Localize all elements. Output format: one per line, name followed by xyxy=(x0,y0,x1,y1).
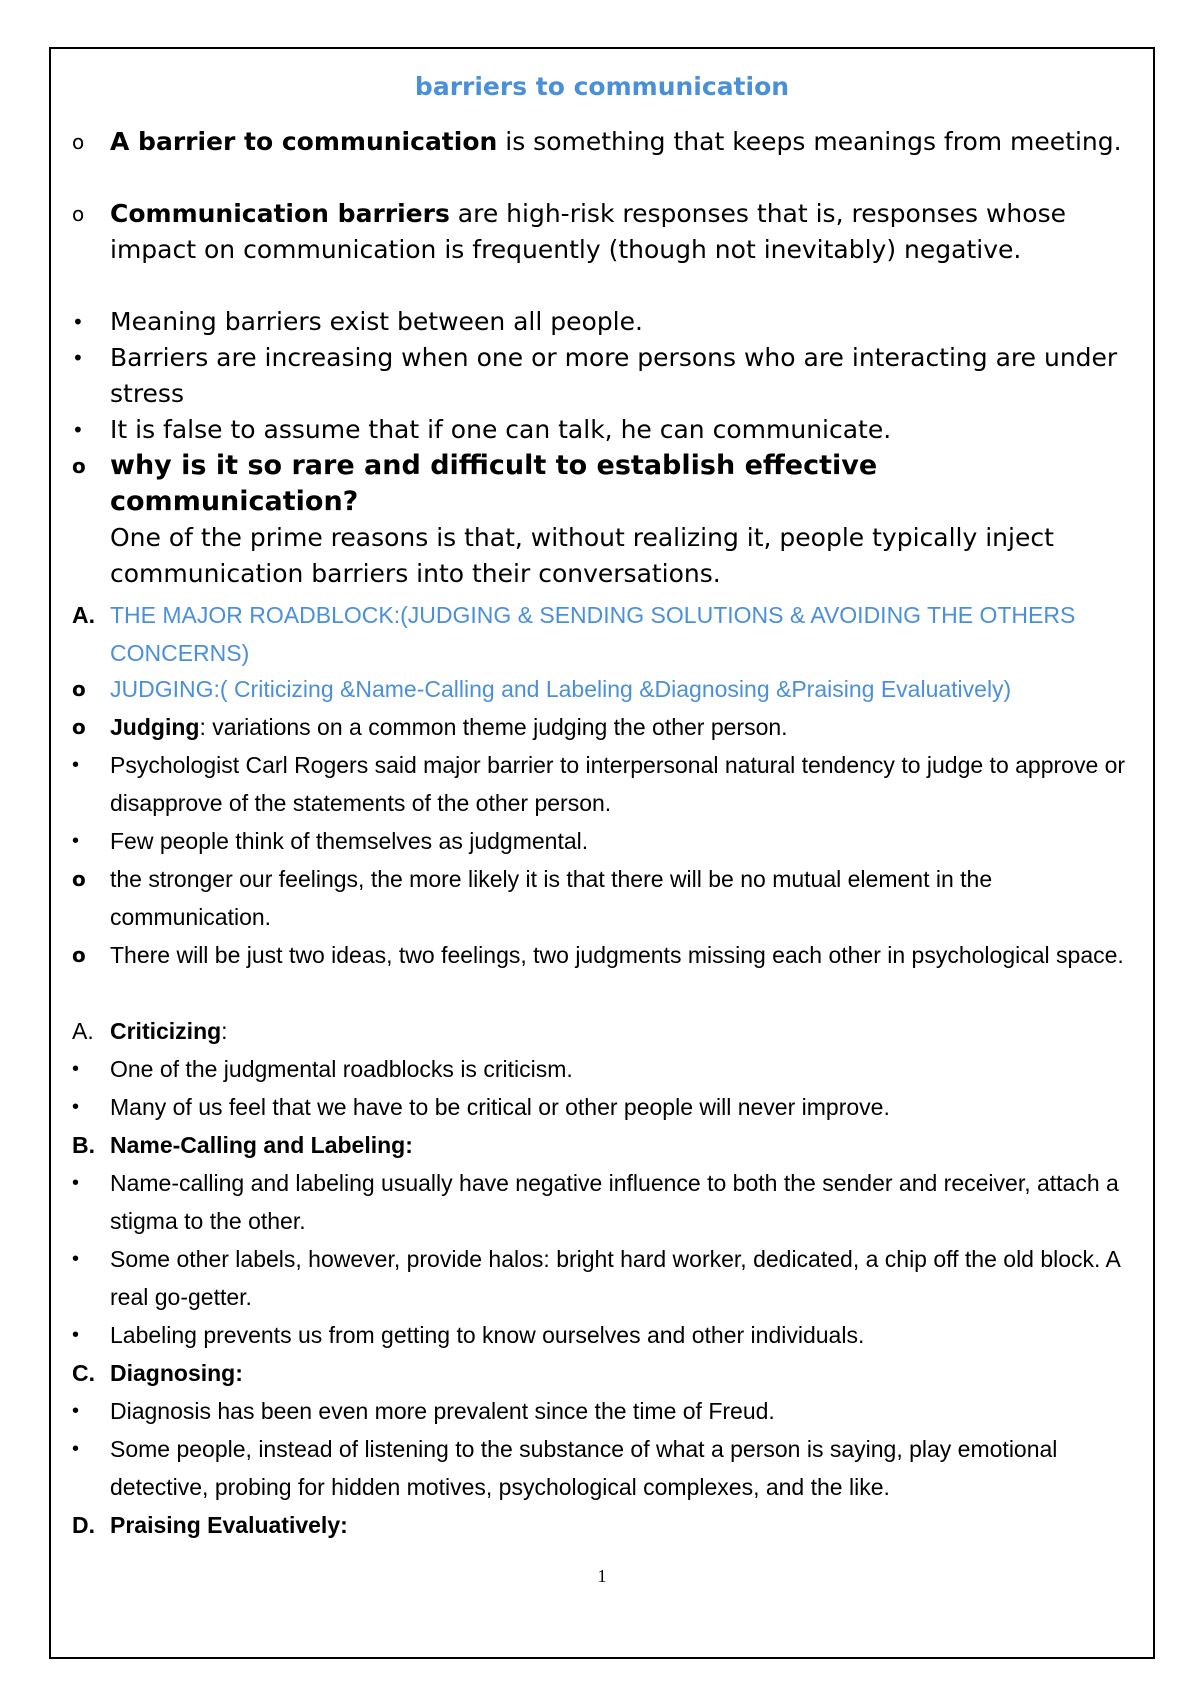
bullet-icon: • xyxy=(72,346,84,370)
bullet-icon: • xyxy=(72,754,80,776)
list-marker: o xyxy=(72,130,85,154)
list-marker: o xyxy=(72,677,86,701)
bullet-icon: • xyxy=(72,1400,80,1422)
bullet-icon: • xyxy=(72,1324,80,1346)
bullet-icon: • xyxy=(72,310,84,334)
bullet-icon: • xyxy=(72,830,80,852)
bullet-icon: • xyxy=(72,1172,80,1194)
section-marker: B. xyxy=(72,1132,95,1158)
question-heading: why is it so rare and difficult to establish effective communication? xyxy=(110,450,878,517)
list-marker: o xyxy=(72,867,86,891)
list-marker: o xyxy=(72,715,86,739)
term: Communication barriers xyxy=(110,199,450,228)
section-marker: D. xyxy=(72,1512,95,1538)
bullet-icon: • xyxy=(72,1096,80,1118)
section-marker: C. xyxy=(72,1360,95,1386)
bullet-icon: • xyxy=(72,1058,80,1080)
bullet-icon: • xyxy=(72,1438,80,1460)
term: Judging xyxy=(110,714,200,740)
term: A barrier to communication xyxy=(110,127,498,156)
list-marker: o xyxy=(72,943,86,967)
list-marker: o xyxy=(72,202,85,226)
page-number: 1 xyxy=(597,1566,607,1586)
section-marker: A. xyxy=(72,602,95,628)
bullet-icon: • xyxy=(72,1248,80,1270)
section-marker: A. xyxy=(72,1018,94,1044)
bullet-icon: • xyxy=(72,418,84,442)
list-marker: o xyxy=(72,454,86,478)
document-title: barriers to communication xyxy=(414,72,790,101)
